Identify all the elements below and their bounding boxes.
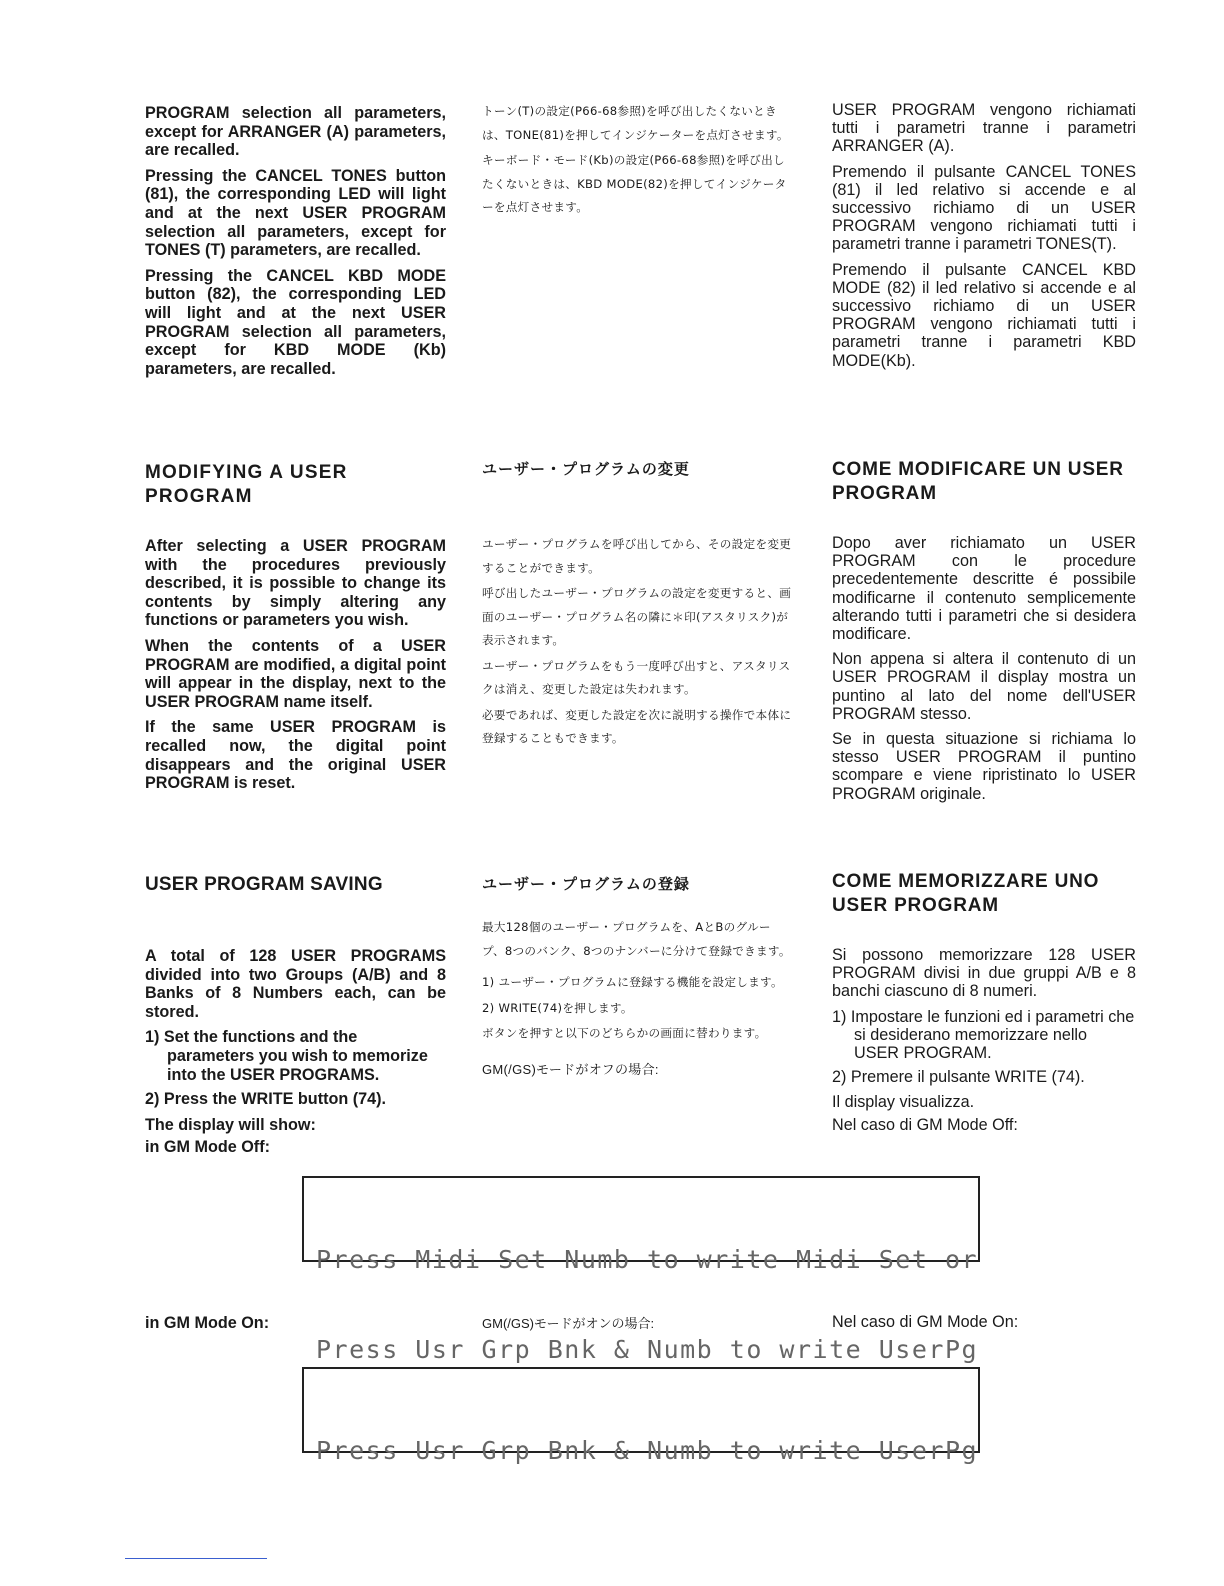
- s3-jp-display-note: ボタンを押すと以下のどちらかの画面に替わります。: [482, 1026, 767, 1040]
- s2-japanese-column: [482, 533, 792, 753]
- s3-it-display-note: Il display visualizza.: [832, 1093, 975, 1112]
- s3-it-gm-on-label: Nel caso di GM Mode On:: [832, 1313, 1019, 1331]
- s3-italian-title-block: [832, 870, 1136, 918]
- s2-en-paragraph: When the contents of a USER PROGRAM are modified, a digital point will appear in the display, next to the USER PROGRAM name itself.: [145, 636, 446, 711]
- s2-it-paragraph: Se in questa situazione si richiama lo stesso USER PROGRAM il puntino scompare e viene ripristinato lo USER PROGRAM originale.: [832, 730, 1136, 803]
- s3-jp-gm-on-label: GM(/GS)モードがオンの場合:: [482, 1316, 655, 1331]
- s2-italian-title-block: [832, 458, 1136, 506]
- footer-rule: [125, 1558, 267, 1559]
- s1-en-paragraph: Pressing the CANCEL TONES button (81), the corresponding LED will light and at the next USER PROGRAM selection all parameters, except for TONES (T) parameters, are recalled.: [145, 166, 446, 260]
- s3-it-step: 2) Premere il pulsante WRITE (74).: [832, 1068, 1085, 1087]
- s3-en-gm-off-label: in GM Mode Off:: [145, 1138, 270, 1157]
- s3-en-gm-on-label: in GM Mode On:: [145, 1314, 270, 1332]
- s3-japanese-column: [482, 916, 792, 1083]
- s2-it-heading: COME MODIFICARE UN USER PROGRAM: [832, 459, 1124, 504]
- s3-en-display-note: The display will show:: [145, 1115, 316, 1134]
- s2-jp-paragraph: ユーザー・プログラムをもう一度呼び出すと、アスタリスクは消え、変更した設定は失われます。: [482, 658, 791, 696]
- s2-it-paragraph: Dopo aver richiamato un USER PROGRAM con le procedure precedentemente descritte é possibile modificarne il contenuto semplicemente alterando tutti i parametri che si desidera modificare.: [832, 534, 1136, 644]
- s3-it-intro: Si possono memorizzare 128 USER PROGRAM divisi in due gruppi A/B e 8 banchi ciascuno di 8 numeri.: [832, 946, 1136, 1001]
- s2-english-column: [145, 537, 446, 800]
- s3-english-column: [145, 947, 446, 1157]
- s3-jp-heading: ユーザー・プログラムの登録: [482, 875, 690, 893]
- s3-jp-step: 2) WRITE(74)を押します。: [482, 1000, 633, 1015]
- s3-jp-intro: 最大128個のユーザー・プログラムを、AとBのグループ、8つのバンク、8つのナンバーに分けて登録できます。: [482, 920, 791, 958]
- s3-en-intro: A total of 128 USER PROGRAMS divided into two Groups (A/B) and 8 Banks of 8 Numbers each, can be stored.: [145, 947, 446, 1021]
- s2-jp-paragraph: 呼び出したユーザー・プログラムの設定を変更すると、画面のユーザー・プログラム名の隣に＊印(アスタリスク)が表示されます。: [482, 586, 792, 647]
- s3-japanese-title-block: [482, 872, 792, 896]
- s3-en-heading: USER PROGRAM SAVING: [145, 874, 383, 895]
- s3-en-step: 1) Set the functions and the parameters you wish to memorize into the USER PROGRAMS.: [145, 1028, 428, 1084]
- s3-jp-step: 1) ユーザー・プログラムに登録する機能を設定します。: [482, 975, 783, 989]
- s3-it-steps: [832, 1008, 1136, 1087]
- s3-it-step: 1) Impostare le funzioni ed i parametri che si desiderano memorizzare nello USER PROGRAM.: [832, 1007, 1135, 1063]
- s3-it-gm-off-label: Nel caso di GM Mode Off:: [832, 1115, 1018, 1134]
- s2-jp-heading: ユーザー・プログラムの変更: [482, 460, 690, 478]
- s3-jp-gm-off-label: GM(/GS)モードがオフの場合:: [482, 1061, 659, 1077]
- s1-jp-paragraph: トーン(T)の設定(P66-68参照)を呼び出したくないときは、TONE(81)を押してインジケーターを点灯させます。: [482, 104, 789, 142]
- s2-italian-column: [832, 534, 1136, 810]
- s1-en-paragraph: Pressing the CANCEL KBD MODE button (82), the corresponding LED will light and at the next USER PROGRAM selection all parameters, except for KBD MODE (Kb) parameters, are recalled.: [145, 266, 446, 378]
- lcd-line: [316, 1525, 978, 1557]
- lcd-line: Press Midi Set Numb to write Midi Set or: [316, 1245, 979, 1274]
- s3-en-step: 2) Press the WRITE button (74).: [145, 1090, 387, 1109]
- s1-it-paragraph: USER PROGRAM vengono richiamati tutti i parametri tranne i parametri ARRANGER (A).: [832, 101, 1136, 156]
- s2-english-title-block: [145, 461, 446, 509]
- s1-en-paragraph: PROGRAM selection all parameters, except for ARRANGER (A) parameters, are recalled.: [145, 104, 446, 160]
- s1-japanese-column: [482, 100, 792, 222]
- s3-en-steps: [145, 1028, 446, 1108]
- s1-english-column: [145, 104, 446, 385]
- s2-it-paragraph: Non appena si altera il contenuto di un USER PROGRAM il display mostra un puntino al lato del nome dell'USER PROGRAM stesso.: [832, 650, 1136, 723]
- s2-jp-paragraph: 必要であれば、変更した設定を次に説明する操作で本体に登録することもできます。: [482, 707, 792, 745]
- s2-en-paragraph: After selecting a USER PROGRAM with the procedures previously described, it is possible to change its contents by simply altering any functions or parameters you wish.: [145, 537, 446, 630]
- lcd-line: Press Usr Grp Bnk & Numb to write UserPg: [316, 1436, 979, 1465]
- s1-it-paragraph: Premendo il pulsante CANCEL TONES (81) il led relativo si accende e al successivo richiamo di un USER PROGRAM vengono richiamati tutti i parametri tranne i parametri TONES(T).: [832, 162, 1136, 254]
- s3-it-heading: COME MEMORIZZARE UNO USER PROGRAM: [832, 871, 1100, 916]
- s1-italian-column: [832, 101, 1136, 377]
- s1-it-paragraph: Premendo il pulsante CANCEL KBD MODE (82) il led relativo si accende e al successivo richiamo di un USER PROGRAM vengono richiamati tutti i parametri tranne i parametri KBD MODE(Kb).: [832, 260, 1136, 370]
- lcd-display-gm-on: [302, 1367, 980, 1465]
- lcd-line: Press Usr Grp Bnk & Numb to write UserPg: [316, 1335, 979, 1364]
- s1-jp-paragraph: キーボード・モード(Kb)の設定(P66-68参照)を呼び出したくないときは、KBD MODE(82)を押してインジケーターを点灯させます。: [482, 153, 787, 214]
- s3-italian-column: [832, 946, 1136, 1134]
- s2-jp-paragraph: ユーザー・プログラムを呼び出してから、その設定を変更することができます。: [482, 537, 792, 575]
- s2-japanese-title-block: [482, 457, 792, 481]
- s2-en-paragraph: If the same USER PROGRAM is recalled now, the digital point disappears and the original USER PROGRAM is reset.: [145, 718, 446, 793]
- s3-english-title-block: [145, 873, 446, 897]
- s2-en-heading: MODIFYING A USER PROGRAM: [145, 462, 348, 507]
